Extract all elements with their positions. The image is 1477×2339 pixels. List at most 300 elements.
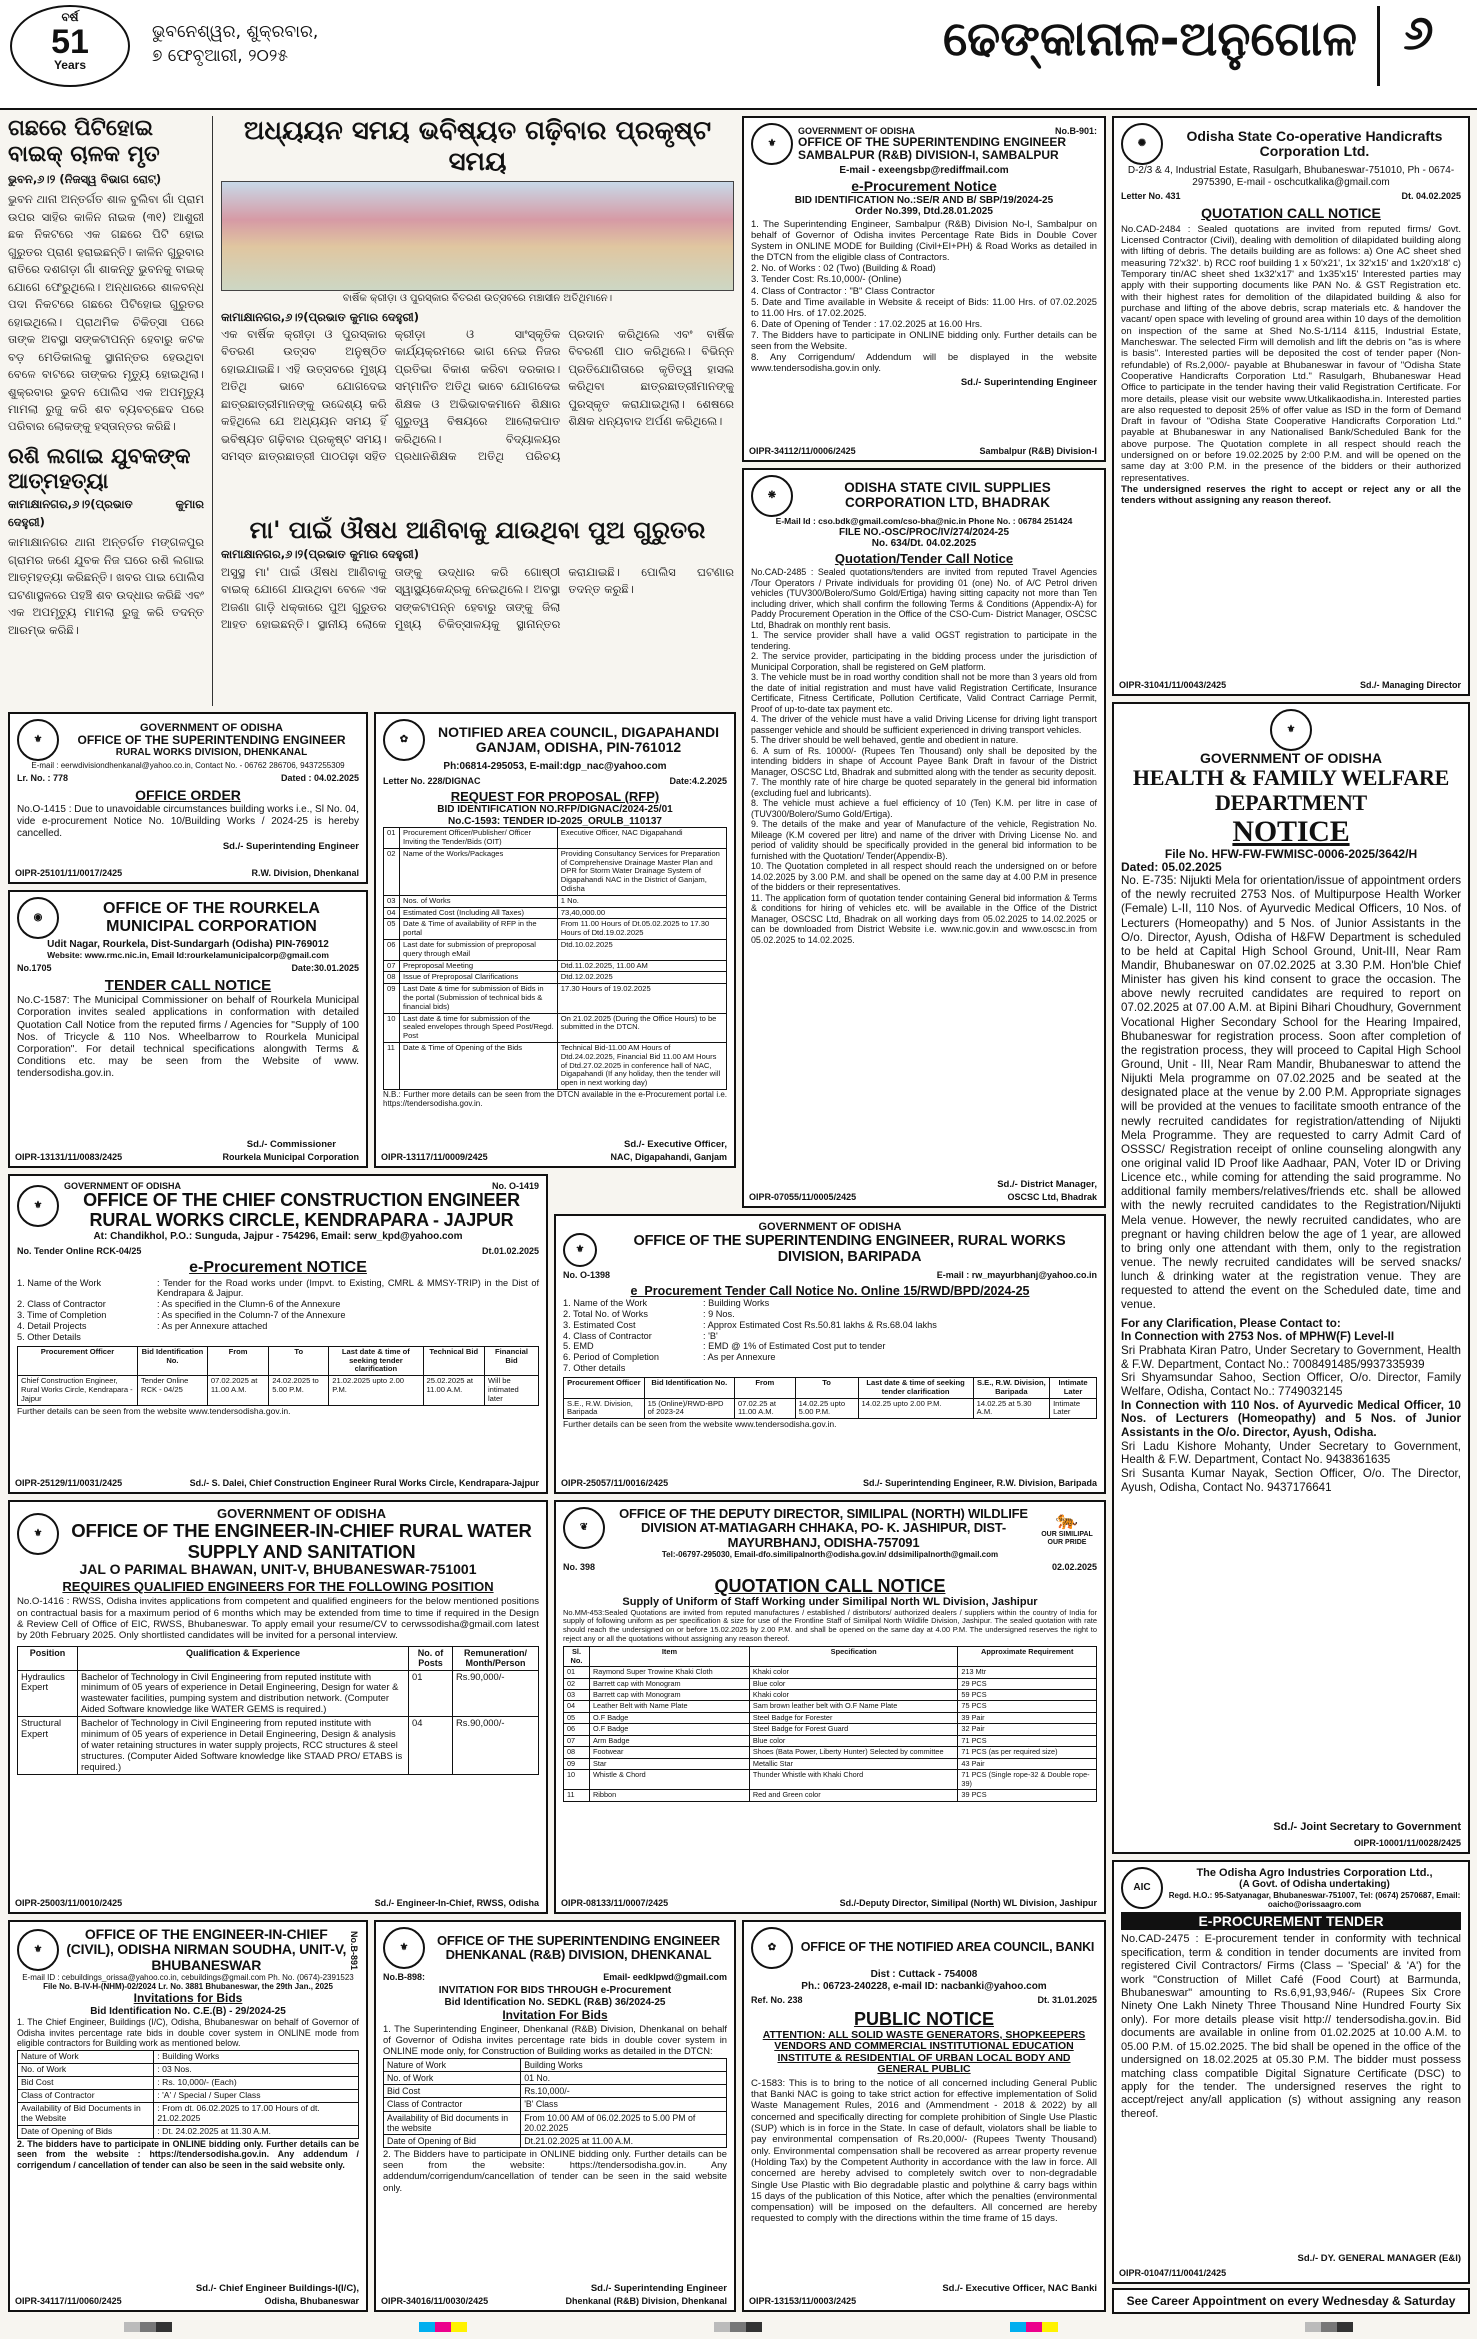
attention-line: ATTENTION: ALL SOLID WASTE GENERATORS, SHOPKEEPERS VENDORS AND COMMERCIAL INSTITUTIONAL EDUCATION INSTITUTE & RESIDENTIAL OF URBAN LOCAL BODY AND GENERAL PUBLIC [762,2028,1086,2076]
letter-date: Date:30.01.2025 [291,963,359,974]
column-header: Position [18,1646,78,1670]
schedule-table [17,1346,539,1406]
signature: Sd./- Superintending Engineer, R.W. Division, Baripada [862,1477,1097,1488]
notice-number: No. O-1419 [491,1181,539,1191]
ad-title: OFFICE OF THE ENGINEER-IN-CHIEF (CIVIL), ODISHA NIRMAN SOUDHA, UNIT-V, BHUBANESWAR [66,1926,347,1973]
forest-department-logo-icon: ❦ [563,1507,605,1549]
column-header: Procurement Officer [18,1346,138,1375]
detail-item [17,1310,539,1321]
table-cell: Khaki color [749,1667,958,1678]
signature-line-1: Sd./- Superintending Engineer [222,841,359,853]
detail-value: : Building Works [703,1298,770,1309]
table-cell: 39 PCS [958,1790,1097,1801]
table-row [384,2058,727,2071]
table-cell: Issue of Preproposal Clarifications [400,972,558,984]
ad-title: HEALTH & FAMILY WELFARE DEPARTMENT [1132,765,1450,815]
detail-item [17,1299,539,1310]
pride-label: OUR SIMILIPAL OUR PRIDE [1041,1530,1093,1546]
notice-title: REQUIRES QUALIFIED ENGINEERS FOR THE FOLLOWING POSITION [62,1579,494,1595]
signature-line-1: Sd./- Superintending Engineer [590,2282,727,2294]
table-cell: Nature of Work [384,2058,521,2071]
ad-civil-supplies-bhadrak [742,468,1106,1208]
signature-line-2: OSCSC Ltd, Bhadrak [1007,1191,1097,1202]
odisha-emblem-icon: ⚜ [17,1185,59,1227]
ad-title: OFFICE OF THE ROURKELA MUNICIPAL CORPORATION [103,900,320,935]
ad-title: The Odisha Agro Industries Corporation Ltd., [1196,1867,1433,1879]
column-header: To [795,1378,858,1399]
letter-number: No.1705 [17,963,52,974]
ad-title: NOTIFIED AREA COUNCIL, DIGAPAHANDI GANJAM, ODISHA, PIN-761012 [437,723,720,755]
table-row [384,2098,727,2111]
signature-line-1: Sd./- Executive Officer, [624,1138,727,1150]
table-cell: No. of Work [384,2072,521,2085]
table-row [384,1013,727,1042]
odisha-emblem-icon: ⚜ [1270,709,1312,751]
nac-logo-icon: ✿ [751,1927,793,1969]
table-cell: Bachelor of Technology in Civil Engineering from reputed institute with minimum of 05 years of experience in Detail Engineering, Design & analysis of water retaining structures in water supply projects, RCC structures & steel structures. (Computer Aided Software knowledge like STAAD PRO/ ETABS is required.) [78,1717,409,1775]
notice-body: No.CAD-2475 : E-procurement tender in conformity with technical specification, term & condition in tender documents are invited from registered Civil Contractors/ Firms (Class – 'Special' & 'A') for the work "Construction of Millet Café (Food Court) at Barmunda, Bhubaneswar" amounting to Rs.6,91,93,946/- (Rupees Six Crore Ninety One Lakh Ninety Three Thousand Nine Hundred Fourty Six only). For more details please visit http:// tendersodisha.gov.in. Bid documents are available in online from 01.02.2025 at 10.00 A.M. to 05.00 P.M. of 15.02.2025. The bid shall be opened in the office of the undersigned on 18.02.2025 at 05.30 P.M. The bidder must possess matching class compatible Digital Signature Certificate (DSC) to apply for the tender. The undersigned reserves the right to accept/reject any/all application (s) without assigning any reason thereof. [1121,1933,1461,2120]
ad-items [751,218,1097,373]
contact-heading: For any Clarification, Please Contact to: [1121,1316,1341,1330]
table-cell: Dtd.11.02.2025, 11.00 AM [557,960,726,972]
notice-title: Quotation/Tender Call Notice [834,551,1014,567]
table-cell: Barrett cap with Monogram [590,1678,750,1689]
news-left-column [8,116,204,706]
article-body: କାମାକ୍ଷାନଗର ଥାନା ଅନ୍ତର୍ଗତ ମଙ୍ଗଳପୁର ଗ୍ରାମର ଜଣେ ଯୁବକ ନିଜ ଘରେ ରଶି ଲଗାଇ ଆତ୍ମହତ୍ୟା କରିଛନ୍ତି। ଖବର ପାଇ ପୋଲିସ ଘଟଣାସ୍ଥଳରେ ପହଞ୍ଚି ଶବ ଉଦ୍ଧାର କରିଛି ଏବଂ ଏକ ଅପମୃତ୍ୟୁ ମାମଲା ରୁଜୁ କରି ତଦନ୍ତ ଆରମ୍ଭ କରିଛି। [8,535,204,637]
headline-education: ଅଧ୍ୟୟନ ସମୟ ଭବିଷ୍ୟତ ଗଢ଼ିବାର ପ୍ରକୃଷ୍ଟ ସମୟ [243,116,712,177]
article-body: ଭୁବନ ଥାନା ଅନ୍ତର୍ଗତ ଶାଳ ବୁଲିବା ଗାଁ ପ୍ରାମ ଉପର ସାହିର କାଳିନ ନାଇକ (୩୧) ଆଶୁରୀ ଛକ ନିକଟରେ ଏକ ଗଛରେ ପିଟି ହୋଇ ଗୁରୁତର ପ୍ରାଣ ହରାଇଛନ୍ତି। କାଳିନ ଗୁରୁବାର ରାତିରେ ଦଶଗଡ଼ା ଗାଁ ଶାକନ୍ତୁ ଭୁବନକୁ ବାଇକ୍ ଯୋଗେ ଫେରୁଥିଲେ। ଅନ୍ଧାରରେ ଶାଳବନ୍ଧ ପଦା ନିକଟରେ ଗଛରେ ପିଟିହୋଇ ଗୁରୁତର ହୋଇଥିଲେ। ପ୍ରାଥମିକ ଚିକିତ୍ସା ପରେ ତାଙ୍କ ଅବସ୍ଥା ସଙ୍କଟାପନ୍ନ ହେବାରୁ କଟକ ବଡ଼ ମେଡିକାଲକୁ ସ୍ଥାନାନ୍ତର ହେଉଥିବା ବେଳେ ବାଟରେ ତାଙ୍କର ମୃତ୍ୟୁ ହୋଇଥିଲା। ଶୁକ୍ରବାର ଭୁବନ ପୋଲିସ ଏକ ଅପମୃତ୍ୟୁ ମାମଲା ରୁଜୁ କରି ଶବ ବ୍ୟବଚ୍ଛେଦ ପରେ ପରିବାର ଲୋକଙ୍କୁ ହସ୍ତାନ୍ତର କରିଛି। [8,192,204,434]
rfp-table [383,827,727,1090]
table-cell: Khaki color [749,1690,958,1701]
table-cell: Barrett cap with Monogram [590,1690,750,1701]
detail-label: 3. Time of Completion [17,1310,107,1321]
ad-title: OFFICE OF THE ENGINEER-IN-CHIEF RURAL WATER SUPPLY AND SANITATION [71,1520,532,1562]
table-header-row [564,1378,1097,1399]
notice-number: No.B-898: [383,1972,426,1982]
table-row [564,1712,1097,1723]
table-cell: 07.02.25 at 11.00 A.M. [734,1398,795,1419]
article-body: ଅସୁସ୍ଥ ମା' ପାଇଁ ଔଷଧ ଆଣିବାକୁ ବାଇକ୍ ଯୋଗେ ଯାଉଥିବା ବେଳେ ଏକ ଅଜଣା ଗାଡ଼ି ଧକ୍କାରେ ପୁଅ ଗୁରୁତର ଆହତ ହୋଇଛନ୍ତି। ସ୍ଥାନୀୟ ଲୋକେ ତାଙ୍କୁ ଉଦ୍ଧାର କରି ଗୋଷ୍ଠୀ ସ୍ୱାସ୍ଥ୍ୟକେନ୍ଦ୍ରକୁ ନେଇଥିଲେ। ଅବସ୍ଥା ସଙ୍କଟାପନ୍ନ ହେବାରୁ ତାଙ୍କୁ ଜିଲା ମୁଖ୍ୟ ଚିକିତ୍ସାଳୟକୁ ସ୍ଥାନାନ୍ତର କରାଯାଇଛି। ପୋଲିସ ଘଟଣାର ତଦନ୍ତ କରୁଛି। [221,564,734,632]
table-cell: 07.02.2025 at 11.00 A.M. [207,1376,268,1405]
detail-label: 5. EMD [563,1341,594,1352]
item: 3. Tender Cost: Rs.10,000/- (Online) [751,273,902,285]
registration-mark [124,2322,172,2334]
ad-email: E-mail : eerwdivisiondhenkanal@yahoo.co.in, Contact No. - 06762 286706, 9437255309 [31,761,345,770]
oipr-code: OIPR-34117/11/0060/2425 [15,2295,122,2306]
table-row [384,919,727,940]
detail-item [17,1332,539,1343]
table-cell: 01 No. [521,2072,727,2085]
letter-date: Dt. 31.01.2025 [1037,1995,1097,2006]
table-row [384,984,727,1013]
table-cell: Chief Construction Engineer, Rural Works Circle, Kendrapara - Jajpur [18,1376,138,1405]
oipr-code: OIPR-08133/11/0007/2425 [561,1897,669,1908]
oipr-code: OIPR-25057/11/0016/2425 [561,1477,669,1488]
anniversary-badge [10,5,130,87]
table-row [564,1678,1097,1689]
table-row [564,1667,1097,1678]
table-row [384,2072,727,2085]
notice-number: No.B-891 [349,1930,359,1970]
column-header: No. of Posts [409,1646,453,1670]
signature-line-2: Rourkela Municipal Corporation [222,1151,359,1162]
table-cell: Executive Officer, NAC Digapahandi [557,828,726,849]
table-cell: S.E., R.W. Division, Baripada [564,1398,645,1419]
table-row [18,1376,539,1405]
notice-title: NOTICE [1232,814,1350,848]
headline-son-injured: ମା' ପାଇଁ ଔଷଧ ଆଣିବାକୁ ଯାଉଥିବା ପୁଅ ଗୁରୁତର [249,516,706,544]
letter-date: Date:4.2.2025 [669,775,727,786]
table-cell: 11 [564,1790,590,1801]
notice-title: E-PROCUREMENT TENDER [1121,1912,1461,1930]
detail-item [17,1278,539,1300]
table-row [384,940,727,961]
detail-item [563,1331,1097,1342]
positions-table [17,1646,539,1775]
table-cell: 'B' Class [521,2098,727,2111]
odisha-emblem-icon: ⚜ [383,1927,425,1969]
table-row [564,1398,1097,1419]
notice-body: No.CAD-2484 : Sealed quotations are invited from reputed firms/ Govt. Licensed Contractor (Civil), dealing with demolition of dilapidated building along with lifting of debris. The details building are as follows: a) One AC sheet shed measuring 72'x32'. b) RCC roof building 1 x 50'x21', 1x 32'x15' and 1x20'x18' c) Temporary tin/AC sheet shed 1x32'x17' and 1x35'x15' Interested parties may apply with their supporting documents like PAN No. & GST Registration etc. with their highest rates for demolition of the dilapidated building & also for purchase and lifting of the above debris, scrap materials etc. & handover the vacant/ open space with leveling of ground area within 10 days of the demolition on inspection of the same at Shed No.S-1/114 &115, Industrial Estate, Mancheswar. The selected Firm will demolish and lift the debris on "as is where is basis". Interested parties will be deposited the cost of tender paper (Non-refundable) of Rs.2,000/- payable at Bhubaneswar in favour of "Odisha State Cooperative Handicrafts Corporation Ltd." Rasulgarh, Bhubaneswar Head Office to participate in the tender having their valid Registration Certificate. For more details, please visit our website www.Utkalikaodisha.in. Interested parties are also requested to deposit 25% of offer value as ISD in the form of Demand Draft in favour of "Odisha State Cooperative Handicrafts Corporation Ltd." payable at Bhubaneswar in any Nationalised Bank/Scheduled Bank for the above purpose. The Quotation complete in all respect should reach the undersigned on or before 19.02.2025 by 2:00 P.M. and will be opened on the same day at 3:00 P.M. in the presence of the bidders or their authorized representatives. [1121,223,1461,484]
detail-value [703,1363,1097,1374]
oipr-code: OIPR-13117/11/0009/2425 [381,1151,488,1162]
reserve-clause: The undersigned reserves the right to accept or reject any or all the tenders without assigning any reason thereof. [1121,484,1461,507]
notice-title: e-Procurement NOTICE [189,1259,367,1277]
notice-body: C-1583: This is to bring to the notice of all concerned including General Public that Banki NAC is going to take strict action for effective implementation of Solid Waste Management Rules, 2016 and (Ammendment - 2018 & 2022) by all concerned and specifically directing for complete prohibition of Single Use Plastic (SUP) which is in force in the State. In case of default, violators shall be liable to pay environmental compensation of Rs.20,000/- (Rupees Twenty Thousand) only. Environmental compensation shall be recovered as arrear property revenue (Holding Tax) by the Competent Authority in accordance with the law in force. All concerned are hereby advised to completely switch over to non-degradable Single Use Plastic with Bio degradable plastic and polythine & carry bags within 15 days of the publication of this Notice, after which the penalties (environmental compensation) will be imposed on the defaulters. All concerned are hereby requested to comply with the directions within the time frame of 15 days. [751,2077,1097,2225]
oipr-code: OIPR-13153/11/0003/2425 [749,2295,857,2306]
table-cell: : Rs. 10,000/- (Each) [154,2077,359,2090]
bid-identification: Bid Identification No. SEDKL (R&B) 36/2024-25 [444,1997,666,2009]
ad-address: Udit Nagar, Rourkela, Dist-Sundargarh (Odisha) PIN-769012 [47,939,329,950]
print-registration-marks [0,2318,1477,2339]
civil-supplies-logo-icon: ❋ [751,475,793,517]
contact-2: Sri Shyamsundar Sahoo, Section Officer, O/o. Director, Family Welfare, Odisha, Contact No.: 7749032145 [1121,1371,1461,1398]
item: 8. The vehicle must achieve a fuel efficiency of 10 (Ten) K.M. per litre in case of (TUV300/Bolero/Sumo Gold/Ertiga). [751,798,1097,819]
odisha-emblem-icon: ⚜ [17,1929,59,1971]
ad-similipal-wildlife [554,1500,1106,1914]
notice-body: No.MM-453:Sealed Quotations are invited from reputed manufactures / established / distributors/ authorized dealers / suppliers within the country of India for supply of following uniform as per specification & size for use of the Frontline Staff of Similipal North Wildlife Division, Jashipur. The sealed quotation with rate should reach the undersigned on or before 15.02.2025 by 2.00 P.M. and shall be opened on the same day at 4.00 P.M. The undersigned reserves the right to reject any or all the quotations without assigning any reason thereof. [563,1607,1097,1644]
table-cell: Availability of Bid documents in the website [384,2111,521,2134]
signature: Sd./-Deputy Director, Similipal (North) WL Division, Jashipur [839,1897,1097,1908]
table-cell: Last date for submission of preproposal query through eMail [400,940,558,961]
detail-item [17,1321,539,1332]
letter-number: Lr. No. : 778 [17,773,69,784]
oipr-code: OIPR-07055/11/0005/2425 [749,1191,857,1202]
table-row [384,2085,727,2098]
headline-suicide: ରଶି ଲଗାଇ ଯୁବକଙ୍କ ଆତ୍ମହତ୍ୟା [8,443,191,493]
ad-contact: Ph:06814-295053, E-mail:dgp_nac@yahoo.com [443,761,667,772]
table-cell: O.F Badge [590,1712,750,1723]
table-cell: Blue color [749,1735,958,1746]
table-row [564,1790,1097,1801]
detail-value: : Tender for the Road works under (Impvt. to Existing, CMRL & MMSY-TRIP) in the Dist of Kendrapara & Jajpur. [157,1277,539,1299]
signature-line-2: NAC, Digapahandi, Ganjam [610,1151,727,1162]
bid-identification: Bid Identification No. C.E.(B) - 29/2024-25 [90,2005,286,2017]
table-cell: 14.02.25 upto 2.00 P.M. [858,1398,973,1419]
signature-line-2: Sambalpur (R&B) Division-I [979,445,1097,456]
table-cell: 43 Pair [958,1758,1097,1769]
table-row [18,2126,359,2139]
oipr-code: OIPR-34016/11/0030/2425 [381,2295,489,2306]
table-cell: 32 Pair [958,1724,1097,1735]
news-main-column [212,116,734,706]
ad-rourkela-municipal [8,890,368,1168]
bid-identification: BID IDENTIFICATION No.:SE/R AND B/ SBP/19/2024-25 [794,194,1054,206]
table-cell: Dtd.10.02.2025 [557,940,726,961]
table-cell: Date & Time of availability of RFP in the portal [400,919,558,940]
oipr-code: OIPR-25129/11/0031/2425 [15,1477,123,1488]
table-row [564,1724,1097,1735]
detail-item [563,1352,1097,1363]
table-cell: 71 PCS (as per required size) [958,1747,1097,1758]
oipr-code: OIPR-25101/11/0017/2425 [15,867,123,878]
item: 4. Class of Contractor : "B" Class Contractor [751,284,935,296]
gov-label: GOVERNMENT OF ODISHA [139,721,283,734]
table-cell: Technical Bid-11.00 AM Hours of Dtd.24.02.2025, Financial Bid 11.00 AM Hours of Dtd.27.02.2025 in conference hall of NAC, Digapahandi (If any holiday, then the tender will open in next working day) [557,1043,726,1090]
signature-line-1: Sd./- Superintending Engineer [960,377,1097,389]
further-details: Further details can be seen from the website www.tendersodisha.gov.in. [17,1405,291,1416]
agro-logo-icon: AIC [1121,1867,1163,1909]
ad-subtitle: (A Govt. of Odisha undertaking) [1239,1879,1390,1891]
table-cell: 01 [409,1670,453,1717]
item: 7. The monthly rate of hire charge be quoted separately in the general bid information (excluding fuel and lubricants). [751,777,1097,798]
table-cell: Arm Badge [590,1735,750,1746]
table-cell: Sam brown leather belt with O.F Name Plate [749,1701,958,1712]
similipal-pride-logo [1037,1510,1097,1547]
handicrafts-logo-icon: ✺ [1121,123,1163,165]
table-cell: Preproposal Meeting [400,960,558,972]
notice-body: No.C-1587: The Municipal Commissioner on behalf of Rourkela Municipal Corporation invites sealed applications in conformation with detailed Quotation Call Notice from the reputed firms / Agencies for "Supply of 100 Nos. of Tricycle & 110 Nos. Wheelbarrow to Rourkela Municipal Corporation". For detail technical specifications alongwith Terms & Conditions etc. may be seen from the Website of www. tendersodisha.gov.in. [17,995,359,1080]
letter-date: Dt.01.02.2025 [481,1245,539,1256]
ad-title: OFFICE OF THE SUPERINTENDING ENGINEER, RURAL WORKS DIVISION, BARIPADA [633,1233,1066,1266]
odisha-emblem-icon: ⚜ [17,1513,59,1555]
ad-address: At: Chandikhol, P.O.: Sunguda, Jajpur - 754296, Email: serw_kpd@yahoo.com [93,1231,463,1243]
table-row [564,1735,1097,1746]
item: 6. A sum of Rs. 10000/- (Rupees Ten Thousand) only shall be deposited by the intending bidders in shape of Account Payee Bank Draft in favour of the District Manager, OSCSC Ltd, Bhadrak and submitted along with the tender as security deposit. [751,745,1097,777]
detail-item [563,1309,1097,1320]
signature: Sd./- Joint Secretary to Government [1273,1821,1461,1834]
table-cell: 05 [564,1712,590,1723]
table-cell: Nature of Work [18,2051,154,2064]
ad-email: E-mail : rw_mayurbhanj@yahoo.co.in [936,1270,1097,1281]
detail-item [563,1363,1097,1374]
table-cell: Metallic Star [749,1758,958,1769]
oipr-code: OIPR-10001/11/0028/2425 [1353,1837,1461,1848]
table-cell: Blue color [749,1678,958,1689]
detail-label: 3. Estimated Cost [563,1319,636,1330]
signature-line-1: Sd./- Commissioner [246,1138,336,1150]
detail-value: : 9 Nos. [703,1308,735,1319]
notice-number: No.B-901: [1054,125,1097,136]
table-cell: 71 PCS [958,1735,1097,1746]
ad-contact: Tel:-06797-295030, Email-dfo.similipalnorth@odisha.gov.in/ ddsimilipalnorth@gmail.com [661,1549,999,1559]
item: 7. The Bidders have to participate in ONLINE bidding only. Further details can be seen from the Website. [751,328,1097,352]
ad-sambalpur-rb [742,116,1106,462]
table-cell: 21.02.2025 upto 2.00 P.M. [329,1376,423,1405]
table-cell: 10 [564,1770,590,1790]
table-cell: 04 [409,1717,453,1775]
table-cell: Bachelor of Technology in Civil Engineering from reputed institute with minimum of 05 years of experience in Detail Engineering, Design for water & wastewater facilities, pumping system and distribution network. (Computer Aided Software knowledge like WATER GEMS is required.) [78,1670,409,1717]
table-cell: : 03 Nos. [154,2064,359,2077]
table-cell: 08 [384,972,400,984]
detail-value: : 'B' [703,1330,718,1341]
notice-body: No. E-735: Nijukti Mela for orientation/issue of appointment orders of the newly recruited 2753 Nos. of Multipurpose Health Worker (Female) L-II, 110 Nos. of Ayurvedic Medical Officers, 10 Nos. of Lecturers (Homeopathy) and 5 Nos. of Junior Assistants in the O/o. Director, Ayush, Odisha of H&FW Department is scheduled to be held at Capital High School Ground, Unit-III, Near Ram Mandir, Bhubaneswar on 07.02.2025 at 3.30 P.M. Hon'ble Chief Minister has given his kind consent to grace the occasion. The above newly recruited candidates are required to report on 07.02.2025 at 07.00 A.M. at Bipini Bihari Choudhury, Government Vocational Higher Secondary School for the Hearing Impaired, Bhubaneswar for registration process. Soon after completion of the registration process, they will proceed to Capital High School Ground, Unit - III, Near Ram Mandir, Bhubaneswar to attend the Nijukti Mela programme on 07.02.2025 and be seated at the designated place at the venue by 2.00 P.M. Appropriate signages will be provided at the venues to facilitate smooth entrance of the newly recruited candidates for registration/attending of Nijukti Mela Programme. They are requested to carry Admit Card of OSSSC/ Registration receipt of online counseling alongwith any one original valid ID Proof like Aadhaar, PAN, Voter ID or Driving Licence etc., while coming for attending the said programme. No additional family members/relatives/friends etc. shall be allowed with the newly recruited candidates to the Registration/Nijukti Mela venue. However, the newly recruited candidates, who are pregnant or having children below the age of 1 year, are allowed to bring only one attendant with them, only to the registration venue. The newly recruited candidates will be served snacks/ lunch & drinking water at the registration venue. They are requested to attend the event on the Scheduled date, time and venue. [1121,874,1461,1312]
badge-label: ବର୍ଷ [61,10,79,24]
table-cell: : Building Works [154,2051,359,2064]
column-header: Financial Bid [484,1346,538,1375]
item: 3. The vehicle must be in road worthy condition shall not be more than 3 years old from the date of initial registration and must have valid Registration Certificate, Insurance Certificate, Fitness Certificate, Pollution Certificate, Valid Contract Carriage Permit, Proof of up-to-date tax payment etc. [751,672,1097,714]
table-cell: 1 No. [557,895,726,907]
bid-details-table [383,2058,727,2148]
headline-bike-accident: ଗଛରେ ପିଟିହୋଇ ବାଇକ୍ ଚାଳକ ମୃତ [8,116,160,167]
table-cell: Structural Expert [18,1717,78,1775]
registration-mark [1305,2322,1353,2334]
table-cell: 05 [384,919,400,940]
gov-label: GOVERNMENT OF ODISHA [216,1506,386,1521]
article-body: ଏକ ବାର୍ଷିକ କ୍ରୀଡ଼ା ଓ ପୁରସ୍କାର ବିତରଣ ଉତ୍ସବ ଅନୁଷ୍ଠିତ ହୋଇଯାଇଛି। ଏହି ଉତ୍ସବରେ ମୁଖ୍ୟ ଅତିଥି ଭାବେ ଯୋଗଦେଇ ଛାତ୍ରଛାତ୍ରୀମାନଙ୍କୁ ଉଦ୍ଦେଶ୍ୟ କରି କହିଥିଲେ ଯେ ଅଧ୍ୟୟନ ସମୟ ହିଁ ଭବିଷ୍ୟତ ଗଢ଼ିବାର ପ୍ରକୃଷ୍ଟ ସମୟ। ସମସ୍ତ ଛାତ୍ରଛାତ୍ରୀ ପାଠପଢ଼ା ସହିତ କ୍ରୀଡ଼ା ଓ ସାଂସ୍କୃତିକ କାର୍ଯ୍ୟକ୍ରମରେ ଭାଗ ନେଇ ନିଜର ପ୍ରତିଭା ବିକାଶ କରିବା ଦରକାର। ସମ୍ମାନିତ ଅତିଥି ଭାବେ ଯୋଗଦେଇ ଶିକ୍ଷକ ଓ ଅଭିଭାବକମାନେ ଶିକ୍ଷାର ଗୁରୁତ୍ୱ ବିଷୟରେ ଆଲୋକପାତ କରିଥିଲେ। ବିଦ୍ୟାଳୟର ପ୍ରଧାନଶିକ୍ଷକ ଅତିଥି ପରିଚୟ ପ୍ରଦାନ କରିଥିଲେ ଏବଂ ବାର୍ଷିକ ବିବରଣୀ ପାଠ କରିଥିଲେ। ବିଭିନ୍ନ ପ୍ରତିଯୋଗିତାରେ କୃତିତ୍ୱ ହାସଲ କରିଥିବା ଛାତ୍ରଛାତ୍ରୀମାନଙ୍କୁ ପୁରସ୍କୃତ କରାଯାଇଥିଲା। ଶେଷରେ ଶିକ୍ଷକ ଧନ୍ୟବାଦ ଅର୍ପଣ କରିଥିଲେ। [221,327,734,464]
column-header: To [269,1346,329,1375]
column-header: From [734,1378,795,1399]
table-cell: Tender Online RCK - 04/25 [138,1376,208,1405]
page-section-title: ଢେଙ୍କାନାଳ-ଅନୁଗୋଳ [942,11,1357,67]
table-cell: 01 [384,828,400,849]
item: 1. The service provider shall have a valid OGST registration to participate in the tendering. [751,630,1097,651]
detail-label: 4. Class of Contractor [563,1330,652,1341]
table-cell: 02 [564,1678,590,1689]
table-cell: Date of Opening of Bid [384,2135,521,2148]
file-number: File No. HFW-FW-FWMISC-0006-2025/3642/H [1164,846,1418,861]
table-row [384,972,727,984]
notice-title: PUBLIC NOTICE [853,2008,994,2029]
table-row [384,848,727,895]
table-cell: 07 [384,960,400,972]
table-cell: Bid Cost [18,2077,154,2090]
table-cell: 17.30 Hours of 19.02.2025 [557,984,726,1013]
signature: Sd./- DY. GENERAL MANAGER (E&I) [1297,2252,1461,2264]
photo-caption: ବାର୍ଷିକ କ୍ରୀଡ଼ା ଓ ପୁରସ୍କାର ବିତରଣ ଉତ୍ସବରେ ମଞ୍ଚାସୀନ ଅତିଥିମାନେ। [342,293,613,305]
signature-line-2: Dhenkanal (R&B) Division, Dhenkanal [565,2295,727,2306]
dateline: କାମାକ୍ଷାନଗର,୬।୨(ପ୍ରଭାତ କୁମାର ଦେହୁରୀ) [221,547,419,562]
gov-label: GOVERNMENT OF ODISHA [758,1221,902,1233]
tender-number: No. Tender Online RCK-04/25 [17,1245,142,1256]
table-cell: Providing Consultancy Services for Preparation of Comprehensive Drainage Master Plan and DPR for Storm Water Drainage System of Digapahandi NAC in the District of Ganjam, Odisha [557,848,726,895]
table-cell: Steel Badge for Forest Guard [749,1724,958,1735]
ad-title: OFFICE OF THE SUPERINTENDING ENGINEER [77,732,346,747]
career-banner: See Career Appointment on every Wednesday & Saturday [1112,2288,1470,2314]
table-cell: 06 [384,940,400,961]
column-header: Qualification & Experience [78,1646,409,1670]
oipr-code: OIPR-13131/11/0083/2425 [15,1151,123,1162]
notice-number: No. O-1398 [563,1270,611,1281]
table-row [18,2077,359,2090]
column-header: Specification [749,1646,958,1666]
registration-mark [419,2322,467,2334]
table-row [564,1701,1097,1712]
bid-note: 2. The bidders have to participate in ONLINE bidding only. Further details can be seen from the website : https://tendersodisha.gov.in. Any addendum / corrigendum / cancellation of tender can also be seen in the said website only. [17,2139,359,2170]
detail-label: 1. Name of the Work [17,1277,102,1288]
table-cell: 25.02.2025 at 11.00 A.M. [423,1376,484,1405]
oipr-code: OIPR-25003/11/0010/2425 [15,1897,123,1908]
odisha-emblem-icon: ⚜ [751,123,793,165]
table-cell: From 11.00 Hours of Dt.05.02.2025 to 17.30 Hours of Dtd.19.02.2025 [557,919,726,940]
table-cell: 03 [384,895,400,907]
bid-identification: BID IDENTIFICATION NO.RFP/DIGNAC/2024-25/01 [437,804,673,816]
table-cell: Red and Green color [749,1790,958,1801]
table-row [18,1717,539,1775]
ad-rwss-engineer-in-chief [8,1500,548,1914]
column-header: Procurement Officer [564,1378,645,1399]
detail-value: : As specified in the Column-7 of the Annexure [157,1310,346,1321]
contact-group-1: In Connection with 2753 Nos. of MPHW(F) Level-II [1121,1330,1395,1344]
table-row [564,1758,1097,1769]
item: 4. The driver of the vehicle must have a valid Driving License for driving light transport passenger vehicle and should be sufficient experienced in driving transport vehicles. [751,714,1097,735]
detail-value [157,1332,539,1343]
table-cell: Class of Contractor [384,2098,521,2111]
column-header: S.E., R.W. Division, Baripada [973,1378,1049,1399]
column-header: Sl. No. [564,1646,590,1666]
signature: Sd./- Managing Director [1359,679,1461,690]
table-row [384,895,727,907]
table-cell: Rs.90,000/- [453,1717,539,1775]
column-header: Intimate Later [1050,1378,1097,1399]
table-cell: 59 PCS [958,1690,1097,1701]
ad-address: JAL O PARIMAL BHAWAN, UNIT-V, BHUBANESWAR-751001 [79,1560,477,1577]
table-cell: Class of Contractor [18,2090,154,2103]
table-row [564,1770,1097,1790]
masthead [0,0,1477,110]
detail-label: 1. Name of the Work [563,1298,648,1309]
signature: Sd./- Engineer-In-Chief, RWSS, Odisha [374,1897,539,1908]
table-cell: 11 [384,1043,400,1090]
table-cell: Intimate Later [1050,1398,1097,1419]
signature-line-2: Odisha, Bhubaneswar [264,2295,359,2306]
order-number: Order No.399, Dtd.28.01.2025 [855,206,993,218]
ad-title: OFFICE OF THE NOTIFIED AREA COUNCIL, BANKI [800,1940,1095,1955]
nb-note: N.B.: Further more details can be seen from the DTCN available in the e-Procurement portal i.e. https://tendersodisha.gov.in. [383,1090,727,1109]
table-cell: Whistle & Chord [590,1770,750,1790]
oipr-code: OIPR-34112/11/0006/2425 [749,445,856,456]
detail-value: : As per Annexure [703,1352,776,1363]
notice-body: No.O-1416 : RWSS, Odisha invites applications from competent and qualified engineers for the below mentioned positions on contractual basis for a maximum period of 6 months which may be extended from time to time if required in the Design & Review Cell of Office of EIC, RWSS, Bhubaneswar. To apply email your resume/CV to cerwssodisha@gmail.com latest by 20th February 2025. Only shortlisted candidates will be invited for a personal interview. [17,1596,539,1642]
ad-rw-baripada [554,1214,1106,1494]
table-row [18,2103,359,2126]
gov-label: GOVERNMENT OF ODISHA [1199,750,1382,766]
gov-label: GOVERNMENT OF ODISHA [64,1181,182,1191]
table-cell: Star [590,1758,750,1769]
ad-contact: Ph.: 06723-240228, e-mail ID: nacbanki@yahoo.com [801,1980,1047,1992]
table-cell: No. of Work [18,2064,154,2077]
table-header-row [564,1646,1097,1666]
nac-logo-icon: ✿ [383,719,425,761]
table-row [18,2090,359,2103]
schedule-table [563,1377,1097,1419]
table-cell: : 'A' / Special / Super Class [154,2090,359,2103]
table-row [18,2064,359,2077]
uniform-table [563,1646,1097,1802]
table-row [384,2111,727,2134]
table-row [564,1690,1097,1701]
column-header: Remuneration/ Month/Person [453,1646,539,1670]
item: 5. Date and Time available in Website & receipt of Bids: 11.00 Hrs. of 07.02.2025 to 11.00 Hrs. of 17.02.2025. [751,295,1097,318]
oipr-code: OIPR-01047/11/0041/2425 [1119,2267,1227,2278]
letter-date: Dated: 05.02.2025 [1121,859,1222,874]
table-cell: Will be intimated later [484,1376,538,1405]
ad-odisha-agro [1112,1860,1470,2284]
detail-value: : EMD @ 1% of Estimated Cost put to tender [703,1341,886,1352]
table-cell: O.F Badge [590,1724,750,1735]
table-row [564,1747,1097,1758]
table-cell: 01 [564,1667,590,1678]
